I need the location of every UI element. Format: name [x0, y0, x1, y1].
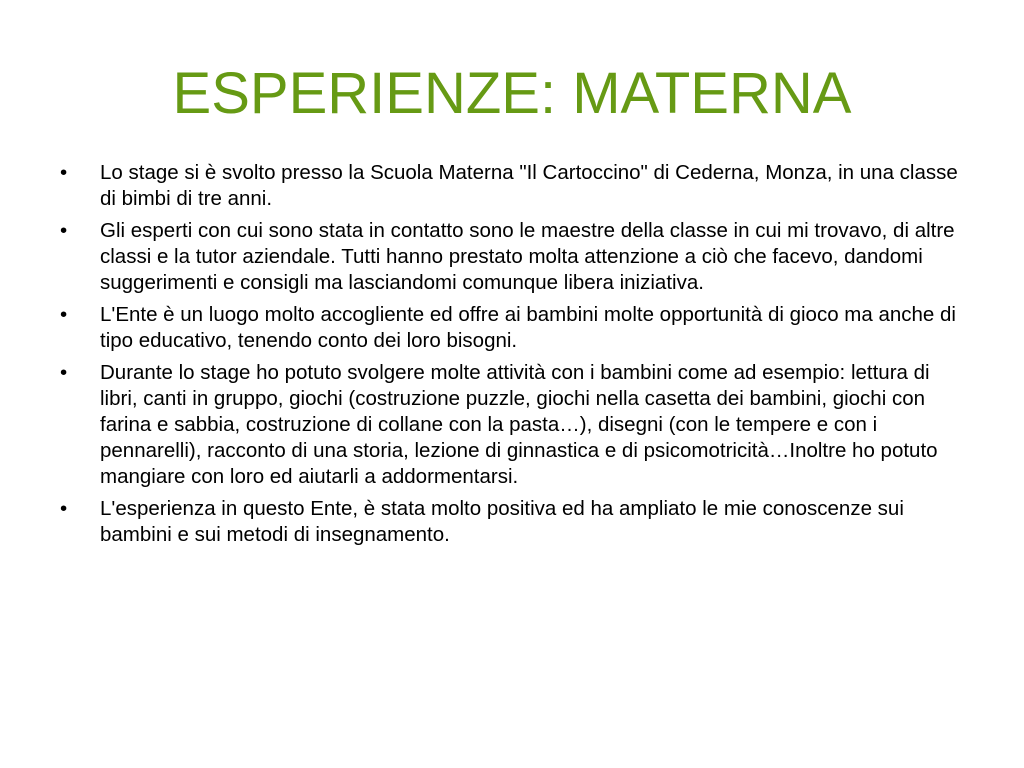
bullet-list: [60, 160, 960, 554]
slide-title: ESPERIENZE: MATERNA: [172, 61, 852, 126]
bullet-text: Gli esperti con cui sono stata in contatto sono le maestre della classe in cui mi trovavo, di altre classi e la tutor aziendale. Tutti hanno prestato molta attenzione a ciò che facevo, dandomi suggerimenti e consigli ma lasciandomi comunque libera iniziativa.: [100, 219, 955, 294]
bullet-text: L'Ente è un luogo molto accogliente ed offre ai bambini molte opportunità di gioco ma anche di tipo educativo, tenendo conto dei loro bisogni.: [100, 303, 956, 352]
list-item: [60, 160, 960, 212]
bullet-text: L'esperienza in questo Ente, è stata molto positiva ed ha ampliato le mie conoscenze sui bambini e sui metodi di insegnamento.: [100, 497, 904, 546]
bullet-text: Lo stage si è svolto presso la Scuola Materna "Il Cartoccino" di Cederna, Monza, in una classe di bimbi di tre anni.: [100, 161, 958, 210]
list-item: [60, 360, 960, 490]
bullet-icon: •: [60, 361, 68, 384]
bullet-icon: •: [60, 219, 68, 242]
list-item: [60, 302, 960, 354]
bullet-icon: •: [60, 303, 68, 326]
list-item: [60, 218, 960, 296]
bullet-icon: •: [60, 161, 68, 184]
list-item: [60, 496, 960, 548]
bullet-text: Durante lo stage ho potuto svolgere molte attività con i bambini come ad esempio: lettura di libri, canti in gruppo, giochi (costruzione puzzle, giochi nella casetta dei bambini, giochi con farina e sabbia, costruzione di collane con la pasta…), disegni (con le tempere e con i pennarelli), racconto di una storia, lezione di ginnastica e di psicomotricità…Inoltre ho potuto mangiare con loro ed aiutarli a addormentarsi.: [100, 361, 938, 488]
bullet-icon: •: [60, 497, 68, 520]
